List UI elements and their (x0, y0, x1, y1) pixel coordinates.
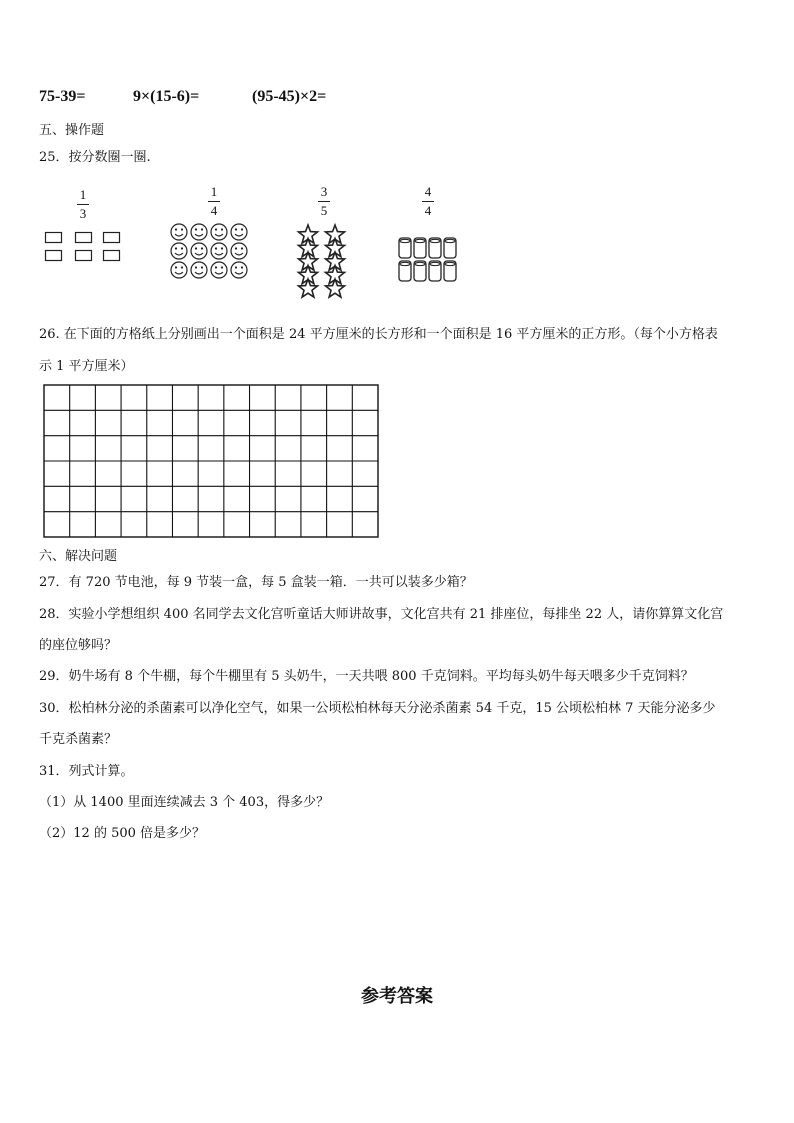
fraction-label-1: 1 3 (73, 187, 93, 222)
question-27: 27．有 720 节电池，每 9 节装一盒，每 5 盒装一箱．一共可以装多少箱？ (39, 575, 473, 590)
question-30-line-2: 千克杀菌素？ (39, 732, 118, 747)
calc-expression-3: (95-45)×2= (252, 88, 327, 105)
fraction-label-4: 4 4 (418, 184, 438, 219)
smiley-face-icon (191, 243, 207, 259)
smiley-face-icon (171, 243, 187, 259)
battery-cylinder-icon (399, 238, 411, 258)
battery-cylinder-icon (414, 261, 426, 281)
rectangle-icon (76, 233, 92, 243)
calc-expression-1: 75-39= (39, 88, 86, 105)
battery-cylinder-icon (429, 238, 441, 258)
battery-cylinder-icon (444, 261, 456, 281)
smiley-face-group (170, 223, 252, 281)
smiley-face-icon (231, 224, 247, 240)
question-31-sub-2: （2）12 的 500 倍是多少？ (39, 826, 206, 841)
battery-cylinder-icon (444, 238, 456, 258)
smiley-face-icon (191, 224, 207, 240)
smiley-face-icon (191, 262, 207, 278)
question-26-line-1: 26. 在下面的方格纸上分别画出一个面积是 24 平方厘米的长方形和一个面积是 16 平方厘米的正方形。（每个小方格表 (39, 327, 718, 342)
battery-group (398, 237, 462, 287)
star-icon (298, 279, 317, 297)
smiley-face-icon (171, 224, 187, 240)
smiley-face-icon (231, 243, 247, 259)
battery-cylinder-icon (429, 261, 441, 281)
rectangle-group (45, 232, 125, 264)
question-30-line-1: 30．松柏林分泌的杀菌素可以净化空气，如果一公顷松柏林每天分泌杀菌素 54 千克，15 公顷松柏林 7 天能分泌多少 (39, 701, 716, 716)
smiley-face-icon (231, 262, 247, 278)
question-31: 31．列式计算。 (39, 764, 134, 779)
section-heading-operations: 五、操作题 (39, 123, 105, 138)
battery-cylinder-icon (414, 238, 426, 258)
smiley-face-icon (211, 243, 227, 259)
fraction-label-2: 1 4 (204, 184, 224, 219)
fraction-label-3: 3 5 (314, 184, 334, 219)
question-28-line-2: 的座位够吗？ (39, 638, 118, 653)
question-25: 25．按分数圈一圈. (39, 150, 151, 165)
rectangle-icon (104, 233, 120, 243)
question-28-line-1: 28．实验小学想组织 400 名同学去文化宫听童话大师讲故事，文化宫共有 21 排座位，每排坐 22 人，请你算算文化宫 (39, 607, 724, 622)
star-group (296, 226, 352, 298)
section-heading-problems: 六、解决问题 (39, 549, 118, 564)
rectangle-icon (46, 251, 62, 261)
question-26-line-2: 示 1 平方厘米） (39, 359, 134, 374)
rectangle-icon (46, 233, 62, 243)
square-grid-paper[interactable] (43, 384, 379, 538)
answer-section-title: 参考答案 (361, 986, 433, 1007)
battery-cylinder-icon (399, 261, 411, 281)
calc-expression-2: 9×(15-6)= (133, 88, 200, 105)
question-29: 29．奶牛场有 8 个牛棚，每个牛棚里有 5 头奶牛，一天共喂 800 千克饲料。平均每头奶牛每天喂多少千克饲料？ (39, 669, 694, 684)
smiley-face-icon (171, 262, 187, 278)
smiley-face-icon (211, 224, 227, 240)
rectangle-icon (104, 251, 120, 261)
star-icon (325, 279, 344, 297)
rectangle-icon (76, 251, 92, 261)
smiley-face-icon (211, 262, 227, 278)
question-31-sub-1: （1）从 1400 里面连续减去 3 个 403，得多少？ (39, 795, 330, 810)
